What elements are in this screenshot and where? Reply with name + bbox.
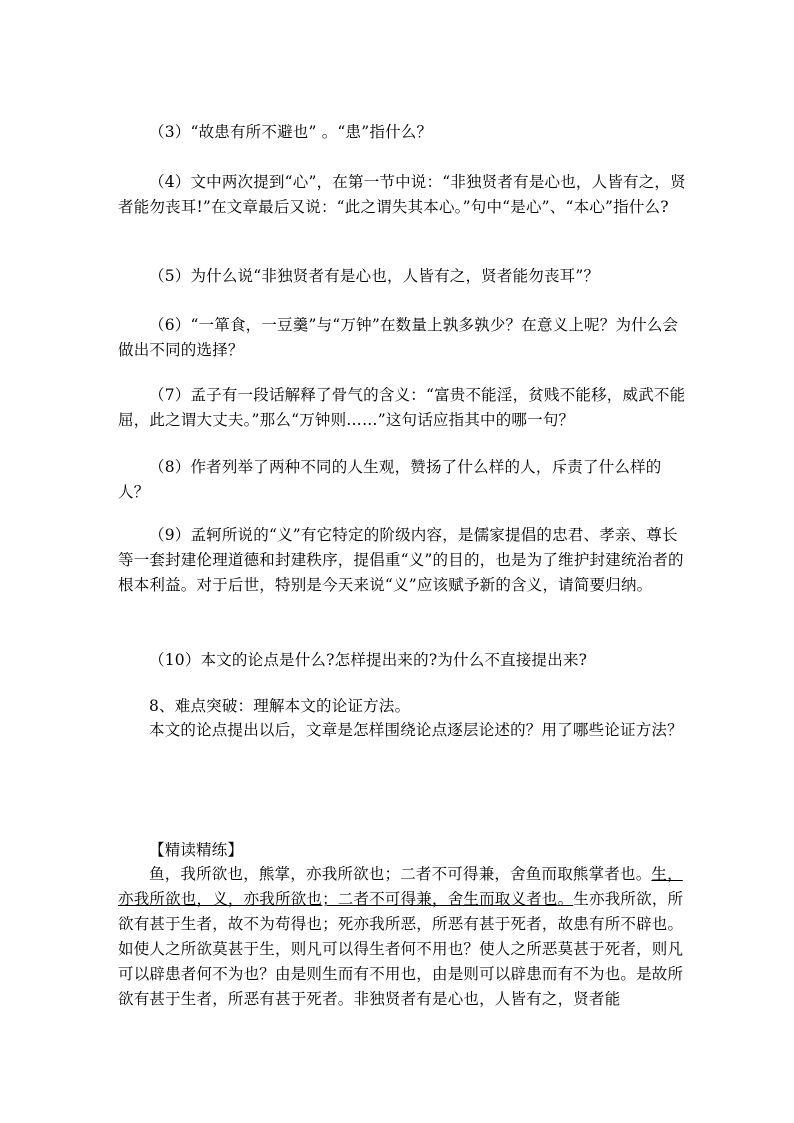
question-5: （5）为什么说“非独贤者有是心也，人皆有之，贤者能勿丧耳”？ xyxy=(149,267,600,285)
question-4: （4）文中两次提到“心”，在第一节中说：“非独贤者有是心也，人皆有之，贤者能勿丧耳!”在文章最后又说：“此之谓失其本心。”句中“是心”、“本心”指什么? xyxy=(118,173,686,216)
practice-passage xyxy=(118,862,688,1012)
question-9: （9）孟轲所说的“义”有它特定的阶级内容，是儒家提倡的忠君、孝亲、尊长等一套封建伦理道德和封建秩序，提倡重“义”的目的，也是为了维护封建统治者的根本利益。对于后世，特别是今天来说“义”应该赋予新的含义，请简要归纳。 xyxy=(118,526,684,594)
section-8-heading: 8、难点突破：理解本文的论证方法。 xyxy=(149,697,411,715)
passage-start: 鱼，我所欲也，熊掌，亦我所欲也；二者不可得兼，舍鱼而取熊掌者也。 xyxy=(149,865,652,883)
question-3: （3）“故患有所不避也” 。“患”指什么？ xyxy=(149,123,433,141)
practice-heading: 【精读精练】 xyxy=(149,841,244,859)
section-8-body: 本文的论点提出以后，文章是怎样围绕论点逐层论述的？用了哪些论证方法？ xyxy=(149,721,683,739)
passage-underlined: 生，亦我所欲也，义，亦我所欲也；二者不可得兼，舍生而取义者也。 xyxy=(118,865,683,908)
question-6: （6）“一箪食，一豆羹”与“万钟”在数量上孰多孰少？在意义上呢？为什么会做出不同的选择？ xyxy=(118,316,679,359)
question-7: （7）孟子有一段话解释了骨气的含义：“富贵不能淫，贫贱不能移，威武不能屈，此之谓大丈夫。”那么“万钟则……”这句话应指其中的哪一句？ xyxy=(118,386,686,429)
passage-rest: 生亦我所欲，所欲有甚于生者，故不为苟得也；死亦我所恶，所恶有甚于死者，故患有所不辟也。如使人之所欲莫甚于生，则凡可以得生者何不用也？使人之所恶莫甚于死者，则凡可以辟患者何不为也？由是则生而有不用也，由是则可以辟患而有不为也。是故所欲有甚于生者，所恶有甚于死者。非独贤者有是心也，人皆有之，贤者能 xyxy=(118,890,684,1008)
question-8: （8）作者列举了两种不同的人生观，赞扬了什么样的人，斥责了什么样的人？ xyxy=(118,458,662,501)
question-10: （10）本文的论点是什么?怎样提出来的?为什么不直接提出来? xyxy=(149,651,588,669)
